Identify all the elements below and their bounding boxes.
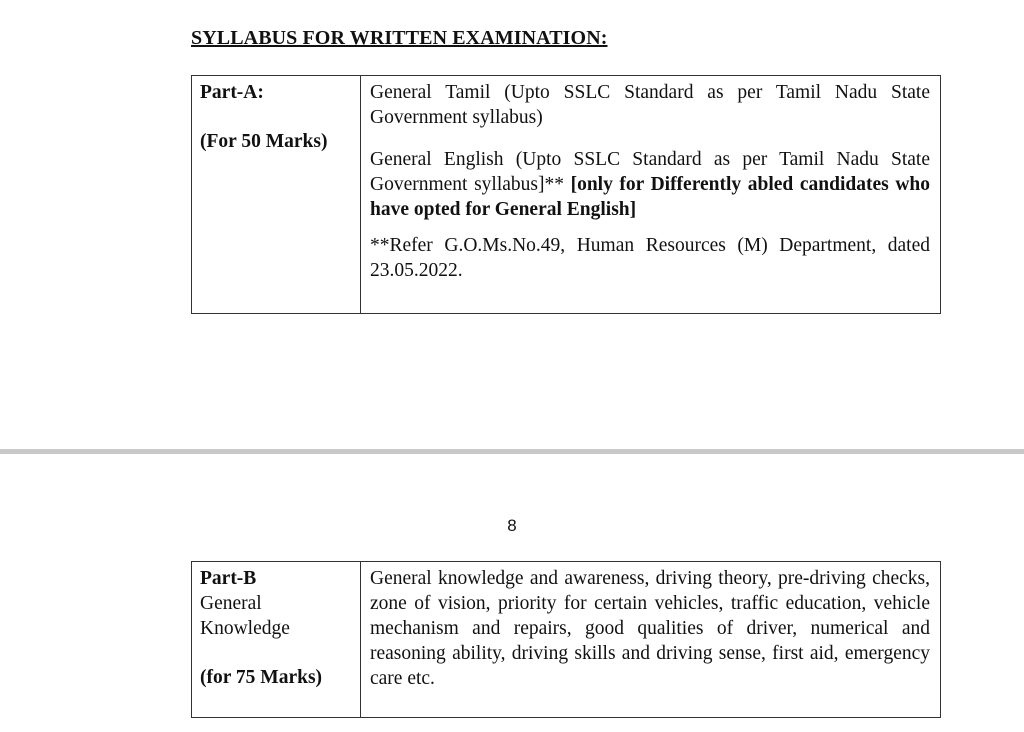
- part-a-content-cell: [361, 76, 941, 314]
- part-a-english-note: [only for Differently abled candidates who have opted for General English]: [370, 174, 930, 220]
- part-a-english: General English (Upto SSLC Standard as per Tamil Nadu State Government syllabus]**: [370, 149, 930, 195]
- part-a-table: [191, 75, 941, 314]
- part-a-reference: **Refer G.O.Ms.No.49, Human Resources (M) Department, dated 23.05.2022.: [370, 235, 930, 281]
- page-number: 8: [507, 516, 517, 535]
- part-a-label-cell: [192, 76, 361, 314]
- part-a-title: Part-A:: [200, 82, 264, 103]
- part-b-content-cell: [361, 562, 941, 718]
- part-a-english-paragraph: [370, 147, 930, 222]
- part-a-marks: (For 50 Marks): [200, 131, 328, 152]
- part-b-label-cell: [192, 562, 361, 718]
- part-a-tamil: General Tamil (Upto SSLC Standard as per Tamil Nadu State Government syllabus): [370, 82, 930, 128]
- part-b-topics: General knowledge and awareness, driving theory, pre-driving checks, zone of vision, priority for certain vehicles, traffic education, vehicle mechanism and repairs, good qualities of driver, numerical and reasoning ability, driving skills and driving sense, first aid, emergency care etc.: [370, 568, 930, 689]
- part-b-title: Part-B: [200, 568, 257, 589]
- part-b-marks: (for 75 Marks): [200, 667, 323, 688]
- syllabus-heading: SYLLABUS FOR WRITTEN EXAMINATION:: [191, 27, 608, 49]
- part-b-table: [191, 561, 941, 718]
- part-b-subject-line2: Knowledge: [200, 618, 290, 639]
- part-b-subject-line1: General: [200, 593, 262, 614]
